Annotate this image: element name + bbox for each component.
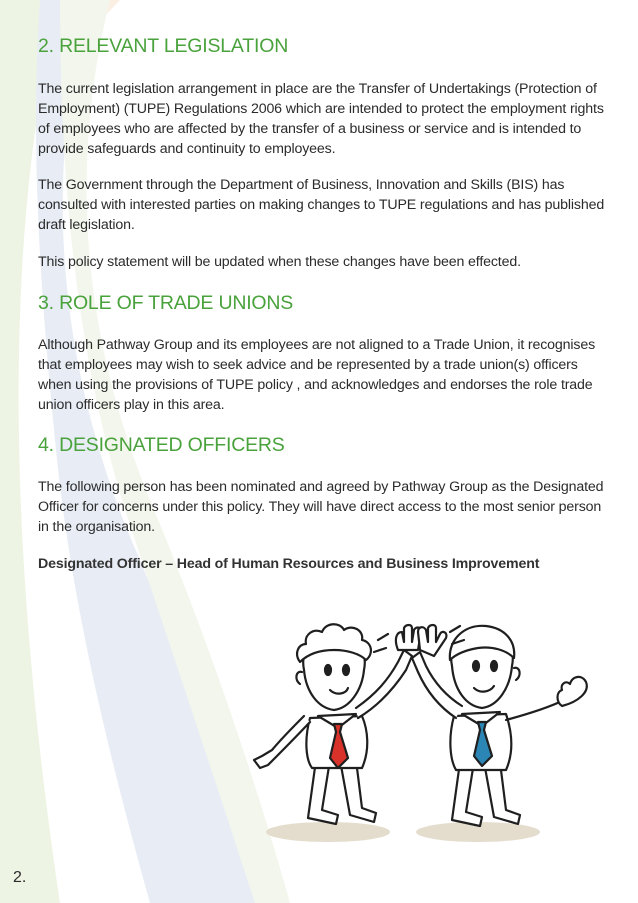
left-man-shadow	[266, 822, 390, 842]
designated-officer-title: Designated Officer – Head of Human Resources and Business Improvement	[38, 556, 540, 572]
page-number: 2.	[13, 869, 27, 886]
two-businessmen-high-five-illustration	[238, 610, 598, 850]
section-heading-designated-officers: 4. DESIGNATED OFFICERS	[38, 434, 285, 456]
paragraph-trade-unions: Although Pathway Group and its employees are not aligned to a Trade Union, it recognises that employees may wish to seek advice and be represented by a trade union(s) officers when using the provisions of TUPE policy , and acknowledges and endorses the role trade union officers play in this area.	[38, 337, 596, 413]
paragraph-tupe-regulations: The current legislation arrangement in place are the Transfer of Undertakings (Protection of Employment) (TUPE) Regulations 2006 which are intended to protect the employment rights of employees who are affected by the transfer of a business or service and is intended to provide safeguards and continuity to employees.	[38, 81, 604, 157]
paragraph-policy-update: This policy statement will be updated when these changes have been effected.	[38, 254, 521, 270]
section-heading-relevant-legislation: 2. RELEVANT LEGISLATION	[38, 35, 289, 57]
paragraph-government-consultation: The Government through the Department of Business, Innovation and Skills (BIS) has consulted with interested parties on making changes to TUPE regulations and has published draft legislation.	[38, 177, 605, 233]
paragraph-designated-officer: The following person has been nominated and agreed by Pathway Group as the Designated Officer for concerns under this policy. They will have direct access to the most senior person in the organisation.	[38, 479, 604, 535]
section-heading-role-of-trade-unions: 3. ROLE OF TRADE UNIONS	[38, 292, 294, 314]
